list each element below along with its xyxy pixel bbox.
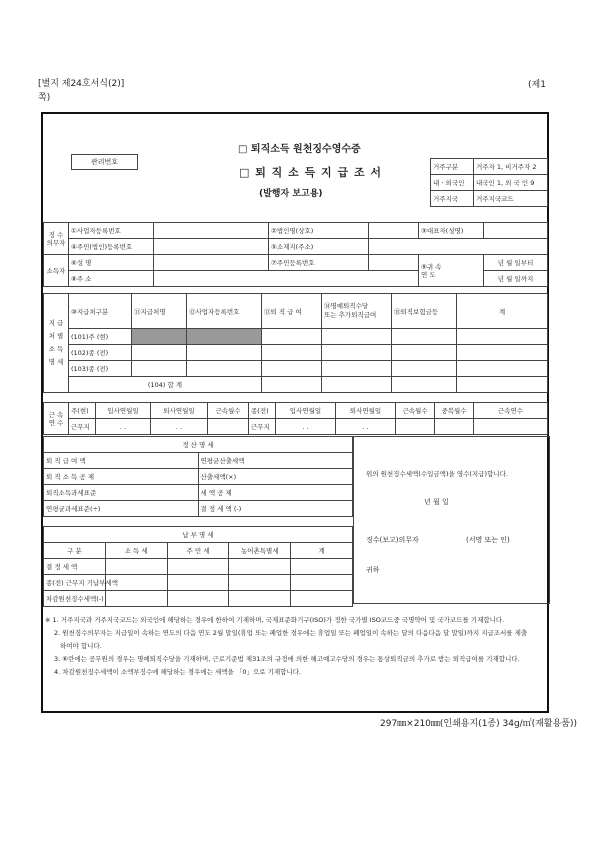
recipient-label: 소득자 — [44, 255, 69, 287]
notes: ※ 1. 거주지국과 거주지국코드는 외국인에 해당하는 경우에 한하여 기재하며, 국제표준화기구(ISO)가 정한 국가별 ISO코드중 국명약어 및 국가코드를 기재합니다. 2. 원천징수의무자는 지급일이 속하는 연도의 다음 연도 2월 말일(휴업 또는 폐업한 경우에는 휴업일 또는 폐업일이 속하는 달의 다음다음 달 말일)까지 지급조서를 제출 하여야 합니다. 3. ⑥란에는 공무원의 경우는 명예퇴직수당을 기재하며, 근로기준법 제31조의 규정에 의한 해고예고수당의 경우는 통상퇴직금의 추가로 받는 퇴직급여를 기재합니다. 4. 차감원천징수세액이 소액부징수에 해당하는 경우에는 세액을 「0」으로 기재합니다. — [45, 616, 528, 676]
payment-table: 지 급 처 별 소 득 명 세 ⑩지급처구분 ⑪지급처명 ⑫사업자등록번호 ⑬퇴 직 급 여 ⑭명예퇴직수당 또는 추가퇴직급여 ⑮퇴직보험금등 계 (101)주 (현) (102)종 (전) (103)종 (전) (104) 합 계 — [43, 293, 548, 393]
title-subtitle: (발행자 보고용) — [259, 189, 323, 199]
tax-table: 납 부 명 세 구 분 소 득 세 주 민 세 농어촌특별세 계 결 정 세 액 종(전) 근무지 기납부세액 차감원천징수세액(-) — [43, 526, 353, 607]
page-prefix: (제1 — [528, 80, 546, 90]
service-table: 근 속 연 수 주(현) 입사연월일 퇴사연월일 근속월수 종(전) 입사연월일 퇴사연월일 근속월수 중복월수 근속연수 근무지 . . . . 근무지 . . . . — [43, 402, 548, 435]
title-statement: □ 퇴 직 소 득 지 급 조 서 — [239, 166, 383, 179]
management-number: 관리번호 — [71, 154, 138, 170]
title-receipt: □ 퇴직소득 원천징수영수증 — [238, 144, 361, 155]
form-frame — [41, 112, 549, 713]
payer-label: 징 수 의무자 — [44, 223, 69, 255]
confirmation-box: 위의 원천징수세액(수입금액)을 영수(지급)합니다. 년 월 일 징수(보고)의무자 (서명 또는 인) 귀하 — [353, 436, 550, 604]
paper-spec: 297㎜×210㎜(인쇄용지(1종) 34g/㎡(재활용품)) — [380, 719, 577, 729]
page-suffix: 쪽) — [38, 93, 51, 103]
payer-recipient-table: 징 수 의무자 ①사업자등록번호 ②법인명(상호) ③대표자(성명) ④주민(법인)등록번호 ⑤소재지(주소) 소득자 ⑥성 명 ⑦주민등록번호 ⑨귀 속 연 도 년 월 일부터 ⑧주 소 년 월 일까지 — [43, 222, 548, 287]
form-number: [별지 제24호서식(2)] 쪽) — [38, 79, 125, 103]
resident-table: 거주구분 거주자 1, 비거주자 2 내ㆍ외국인 내국인 1, 외 국 인 9 거주지국 거주지국코드 — [430, 158, 548, 207]
calc-table: 정 산 명 세 퇴 직 급 여 액 연평균산출세액 퇴 직 소 득 공 제 산출세액(×) 퇴직소득과세표준 세 액 공 제 연평균과세표준(÷) 결 정 세 액 (-) — [43, 436, 353, 517]
